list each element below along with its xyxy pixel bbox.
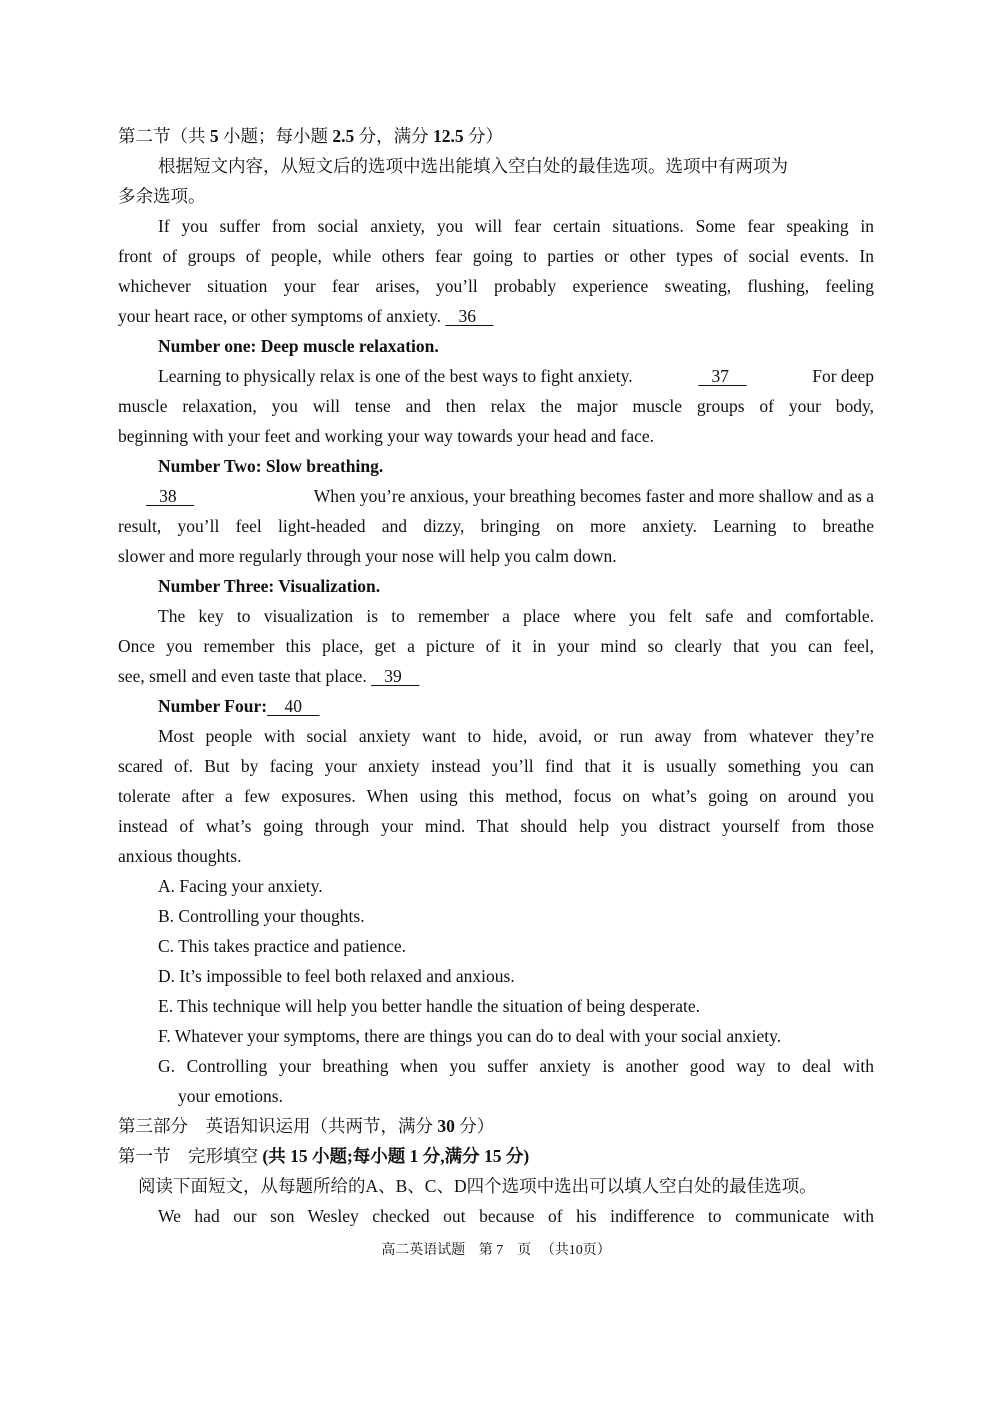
blank-37: 37 <box>698 366 747 386</box>
option-c: C. This takes practice and patience. <box>158 936 406 956</box>
footer-subject: 高二英语试题 <box>381 1243 466 1258</box>
paragraph-line: Once you remember this place, get a picture of it in your mind so clearly that you can feel, <box>118 636 874 656</box>
paragraph-line: anxious thoughts. <box>118 846 242 866</box>
paragraph-line <box>118 481 874 511</box>
section-heading-text: 分） <box>468 126 503 146</box>
total-points: 15 <box>484 1146 502 1166</box>
paragraph-line: scared of. But by facing your anxiety instead you’ll find that it is usually something you can <box>118 756 874 776</box>
total-points: 12.5 <box>433 126 464 146</box>
subsection-title: 第一节 完形填空 <box>118 1146 258 1166</box>
subheading-4 <box>118 691 874 721</box>
paragraph-line: We had our son Wesley checked out because of his indifference to communicate with <box>158 1206 874 1226</box>
part-total-points: 30 <box>437 1116 455 1136</box>
section-heading-text: 分，满分 <box>358 126 429 146</box>
subsection-text: (共 <box>262 1146 286 1166</box>
paragraph-line <box>118 301 874 331</box>
paragraph-line: whichever situation your fear arises, you’ll probably experience sweating, flushing, feeling <box>118 276 874 296</box>
subheading-4-text: Number Four: <box>158 696 268 716</box>
paragraph-line: If you suffer from social anxiety, you will fear certain situations. Some fear speaking in <box>158 216 874 236</box>
option-g: G. Controlling your breathing when you suffer anxiety is another good way to deal with <box>158 1056 874 1076</box>
option-d: D. It’s impossible to feel both relaxed and anxious. <box>158 966 515 986</box>
section-heading-text: 第二节（共 <box>118 126 206 146</box>
page-footer <box>0 1241 992 1261</box>
subsection-text: 分,满分 <box>422 1146 480 1166</box>
option-a: A. Facing your anxiety. <box>158 876 323 896</box>
instruction-line: 多余选项。 <box>118 186 206 206</box>
paragraph-line <box>118 361 874 391</box>
paragraph-text: Learning to physically relax is one of the best ways to fight anxiety. <box>158 366 633 386</box>
paragraph-text: For deep <box>812 366 874 386</box>
subsection-heading <box>118 1141 874 1171</box>
paragraph-line: front of groups of people, while others fear going to parties or other types of social events. In <box>118 246 874 266</box>
paragraph-text: your heart race, or other symptoms of anxiety. <box>118 306 441 326</box>
paragraph-line: The key to visualization is to remember a place where you felt safe and comfortable. <box>158 606 874 626</box>
option-f: F. Whatever your symptoms, there are things you can do to deal with your social anxiety. <box>158 1026 782 1046</box>
part-heading-text: 分） <box>459 1116 495 1136</box>
question-count: 15 <box>290 1146 308 1166</box>
blank-40: 40 <box>267 696 320 716</box>
subheading-3: Number Three: Visualization. <box>158 576 381 596</box>
paragraph-text: When you’re anxious, your breathing becomes faster and more shallow and as a <box>313 486 874 506</box>
paragraph-line: result, you’ll feel light-headed and dizzy, bringing on more anxiety. Learning to breathe <box>118 516 874 536</box>
option-g-continued: your emotions. <box>178 1086 283 1106</box>
paragraph-line: muscle relaxation, you will tense and then relax the major muscle groups of your body, <box>118 396 874 416</box>
paragraph-line: tolerate after a few exposures. When using this method, focus on what’s going on around you <box>118 786 874 806</box>
paragraph-line: beginning with your feet and working your way towards your head and face. <box>118 426 655 446</box>
part-heading <box>118 1111 874 1141</box>
section-heading-text: 小题；每小题 <box>223 126 328 146</box>
paragraph-line: instead of what’s going through your mind. That should help you distract yourself from those <box>118 816 874 836</box>
blank-38: 38 <box>146 486 195 506</box>
instruction-line: 阅读下面短文，从每题所给的A、B、C、D四个选项中选出可以填人空白处的最佳选项。 <box>138 1176 817 1196</box>
footer-total-pages: （共10页） <box>540 1243 611 1258</box>
subsection-text: 分) <box>505 1146 530 1166</box>
paragraph-line: Most people with social anxiety want to hide, avoid, or run away from whatever they’re <box>158 726 874 746</box>
blank-39: 39 <box>371 666 420 686</box>
question-count: 5 <box>209 126 219 146</box>
exam-page <box>118 121 874 1231</box>
subheading-2: Number Two: Slow breathing. <box>158 456 384 476</box>
points-per-question: 1 <box>409 1146 419 1166</box>
points-per-question: 2.5 <box>332 126 355 146</box>
instruction-line: 根据短文内容，从短文后的选项中选出能填入空白处的最佳选项。选项中有两项为 <box>158 156 788 176</box>
paragraph-line <box>118 661 874 691</box>
subsection-text: 小题;每小题 <box>311 1146 406 1166</box>
paragraph-line: slower and more regularly through your nose will help you calm down. <box>118 546 617 566</box>
footer-page-number: 第 7 页 <box>478 1243 532 1258</box>
paragraph-text: see, smell and even taste that place. <box>118 666 367 686</box>
section-heading <box>118 121 874 151</box>
option-e: E. This technique will help you better handle the situation of being desperate. <box>158 996 701 1016</box>
part-heading-text: 第三部分 英语知识运用（共两节，满分 <box>118 1116 433 1136</box>
option-b: B. Controlling your thoughts. <box>158 906 365 926</box>
blank-36: 36 <box>445 306 494 326</box>
subheading-1: Number one: Deep muscle relaxation. <box>158 336 439 356</box>
